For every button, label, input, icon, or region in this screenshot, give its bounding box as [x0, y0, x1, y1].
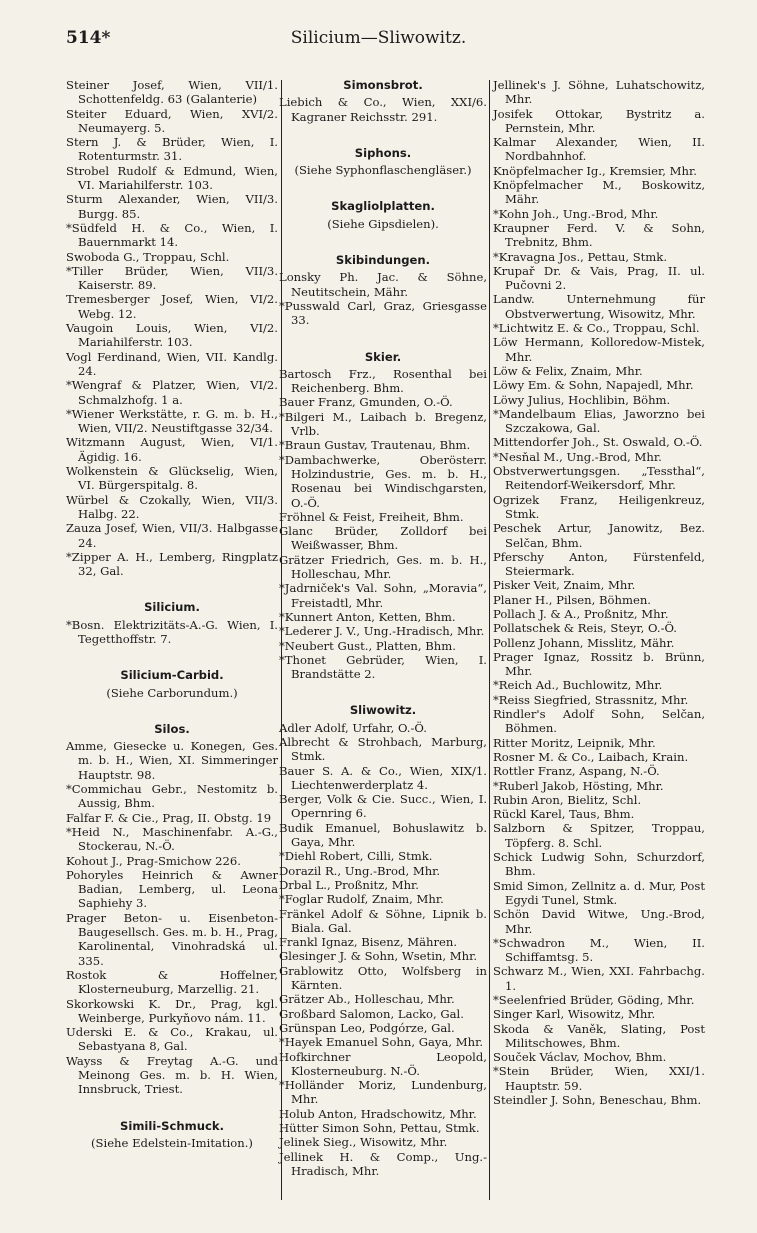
directory-entry: *Kohn Joh., Ung.-Brod, Mhr. [493, 206, 659, 221]
section-heading-simili-schmuck: Simili-Schmuck. [120, 1118, 224, 1133]
directory-entry: *Nesňal M., Ung.-Brod, Mhr. [493, 449, 662, 464]
directory-entry: Smid Simon, Zellnitz a. d. Mur, Post Egydi Tunel, Stmk. [493, 878, 705, 907]
directory-entry: Steiter Eduard, Wien, XVI/2. Neumayerg. 5. [66, 106, 278, 135]
directory-entry: Wayss & Freytag A.-G. und Meinong Ges. m. b. H. Wien, Innsbruck, Triest. [66, 1053, 278, 1097]
directory-entry: Albrecht & Strohbach, Marburg, Stmk. [279, 734, 487, 764]
column-1 [66, 78, 278, 1150]
section-heading-silicium: Silicium. [144, 600, 200, 615]
directory-entry: Mittendorfer Joh., St. Oswald, O.-Ö. [493, 435, 703, 450]
directory-entry: Souček Václav, Mochov, Bhm. [493, 1050, 667, 1065]
directory-entry: Löwy Em. & Sohn, Napajedl, Mhr. [493, 378, 694, 393]
directory-entry: *Thonet Gebrüder, Wien, I. Brandstätte 2. [279, 652, 487, 682]
directory-entry: *Braun Gustav, Trautenau, Bhm. [279, 438, 471, 453]
directory-entry: Jellinek H. & Comp., Ung.-Hradisch, Mhr. [279, 1149, 487, 1178]
entry-list [279, 721, 487, 1179]
directory-entry: *Diehl Robert, Cilli, Stmk. [279, 849, 433, 864]
directory-entry: Pisker Veit, Znaim, Mhr. [493, 578, 636, 593]
directory-entry: Pollatschek & Reis, Steyr, O.-Ö. [493, 621, 677, 636]
directory-entry: Wolkenstein & Glückselig, Wien, VI. Bürgerspitalg. 8. [66, 464, 278, 493]
entry-list [279, 95, 487, 124]
page-number: 514* [66, 28, 111, 48]
directory-entry: Krupař Dr. & Vais, Prag, II. ul. Pučovni 2. [493, 263, 705, 293]
section-heading-silicium-carbid: Silicium-Carbid. [120, 668, 224, 683]
directory-entry: *Dambachwerke, Oberösterr. Holzindustrie, Ges. m. b. H., Rosenau bei Windischgarsten, O.-Ö. [279, 452, 487, 510]
directory-entry: *Reich Ad., Buchlowitz, Mhr. [493, 678, 663, 693]
directory-entry: Grätzer Ab., Holleschau, Mhr. [279, 992, 455, 1007]
directory-entry: Hütter Simon Sohn, Pettau, Stmk. [279, 1121, 480, 1135]
directory-entry: Witzmann August, Wien, VI/1. Ägidig. 16. [66, 435, 278, 464]
directory-entry: Stern J. & Brüder, Wien, I. Rotenturmstr. 31. [66, 135, 278, 164]
directory-entry: Budik Emanuel, Bohuslawitz b. Gaya, Mhr. [279, 820, 487, 850]
directory-entry: *Lederer J. V., Ung.-Hradisch, Mhr. [279, 624, 485, 639]
directory-entry: Landw. Unternehmung für Obstverwertung, Wisowitz, Mhr. [493, 292, 705, 321]
directory-entry: Pollach J. & A., Proßnitz, Mhr. [493, 606, 669, 621]
directory-entry: Pollenz Johann, Misslitz, Mähr. [493, 635, 675, 650]
directory-entry: Falfar F. & Cie., Prag, II. Obstg. 19 [66, 810, 272, 825]
page-header [0, 28, 757, 56]
directory-entry: Rindler's Adolf Sohn, Selčan, Böhmen. [493, 707, 705, 736]
directory-entry: *Ruberl Jakob, Hösting, Mhr. [493, 778, 664, 793]
entry-list [493, 78, 705, 1107]
directory-entry: Pferschy Anton, Fürstenfeld, Steiermark. [493, 549, 705, 579]
section-heading-skibindungen: Skibindungen. [335, 253, 431, 268]
directory-entry: Glesinger J. & Sohn, Wsetin, Mhr. [279, 949, 478, 964]
directory-entry: Adler Adolf, Urfahr, O.-Ö. [279, 720, 427, 735]
directory-entry: Knöpfelmacher Ig., Kremsier, Mhr. [493, 163, 697, 178]
directory-entry: Jellinek's J. Söhne, Luhatschowitz, Mhr. [493, 78, 705, 107]
directory-entry: Jelinek Sieg., Wisowitz, Mhr. [279, 1135, 448, 1150]
directory-entry: *Mandelbaum Elias, Jaworzno bei Szczakowa, Gal. [493, 406, 705, 436]
directory-entry: *Wiener Werkstätte, r. G. m. b. H., Wien, VII/2. Neustiftgasse 32/34. [66, 406, 278, 436]
directory-entry: Fröhnel & Feist, Freiheit, Bhm. [279, 509, 464, 524]
directory-entry: Berger, Volk & Cie. Succ., Wien, I. Opernring 6. [279, 792, 487, 821]
directory-entry: *Jadrniček's Val. Sohn, „Moravia“, Freistadtl, Mhr. [279, 581, 487, 610]
cross-reference: (Siehe Syphonflaschengläser.) [294, 163, 472, 178]
directory-entry: Sturm Alexander, Wien, VII/3. Burgg. 85. [66, 192, 278, 221]
directory-entry: *Heid N., Maschinenfabr. A.-G., Stockerau, N.-Ö. [66, 824, 278, 854]
cross-reference: (Siehe Edelstein-Imitation.) [91, 1135, 253, 1150]
directory-entry: Lonsky Ph. Jac. & Söhne, Neutitschein, Mähr. [279, 270, 487, 299]
directory-entry: Rubin Aron, Bielitz, Schl. [493, 792, 642, 807]
directory-entry: Löw Hermann, Kolloredow-Mistek, Mhr. [493, 335, 705, 364]
directory-entry: Grätzer Friedrich, Ges. m. b. H., Holleschau, Mhr. [279, 552, 487, 582]
directory-entry: Obstverwertungsgen. „Tessthal“, Reitendorf-Weikersdorf, Mhr. [493, 464, 705, 493]
directory-entry: Bauer Franz, Gmunden, O.-Ö. [279, 395, 453, 410]
directory-entry: *Holländer Moriz, Lundenburg, Mhr. [279, 1078, 487, 1107]
directory-entry: Salzborn & Spitzer, Troppau, Töpferg. 8. Schl. [493, 821, 705, 850]
directory-entry: Pohoryles Heinrich & Awner Badian, Lemberg, ul. Leona Saphiehy 3. [66, 867, 278, 911]
directory-entry: *Neubert Gust., Platten, Bhm. [279, 638, 456, 653]
directory-entry: *Lichtwitz E. & Co., Troppau, Schl. [493, 321, 700, 336]
column-3 [493, 78, 705, 1107]
column-divider-right [489, 80, 490, 1200]
section-heading-silos: Silos. [154, 721, 190, 736]
directory-entry: Rosner M. & Co., Laibach, Krain. [493, 749, 689, 764]
directory-entry: Grünspan Leo, Podgórze, Gal. [279, 1020, 455, 1035]
directory-entry: *Hayek Emanuel Sohn, Gaya, Mhr. [279, 1035, 484, 1050]
directory-entry: Skorkowski K. Dr., Prag, kgl. Weinberge, Purkyňovo nám. 11. [66, 996, 278, 1025]
directory-entry: Prager Beton- u. Eisenbeton-Baugesellsch. Ges. m. b. H., Prag, Karolinental, Vinohradská ul. 335. [66, 910, 278, 968]
directory-entry: Schwarz M., Wien, XXI. Fahrbachg. 1. [493, 964, 705, 993]
directory-entry: Singer Karl, Wisowitz, Mhr. [493, 1007, 656, 1022]
directory-entry: Uderski E. & Co., Krakau, ul. Sebastyana 8, Gal. [66, 1025, 278, 1054]
directory-entry: Kalmar Alexander, Wien, II. Nordbahnhof. [493, 135, 705, 164]
directory-entry: Ritter Moritz, Leipnik, Mhr. [493, 735, 656, 750]
directory-entry: Kohout J., Prag-Smichow 226. [66, 853, 241, 868]
directory-entry: Swoboda G., Troppau, Schl. [66, 249, 230, 264]
directory-entry: Peschek Artur, Janowitz, Bez. Selčan, Bhm. [493, 521, 705, 550]
section-heading-simonsbrot: Simonsbrot. [343, 78, 423, 92]
directory-entry: Bartosch Frz., Rosenthal bei Reichenberg. Bhm. [279, 366, 487, 396]
directory-entry: *Südfeld H. & Co., Wien, I. Bauernmarkt 14. [66, 220, 278, 250]
directory-entry: Löwy Julius, Hochlibin, Böhm. [493, 392, 671, 407]
directory-entry: *Reiss Siegfried, Strassnitz, Mhr. [493, 692, 689, 707]
directory-entry: *Zipper A. H., Lemberg, Ringplatz 32, Gal. [66, 549, 278, 579]
section-heading-skier: Skier. [364, 349, 402, 364]
entry-list [279, 270, 487, 327]
directory-entry: Liebich & Co., Wien, XXI/6. Kagraner Reichsstr. 291. [279, 95, 487, 124]
directory-entry: Steindler J. Sohn, Beneschau, Bhm. [493, 1093, 702, 1108]
directory-entry: Ogrizek Franz, Heiligenkreuz, Stmk. [493, 492, 705, 521]
cross-reference: (Siehe Carborundum.) [106, 685, 238, 700]
entry-list [66, 739, 278, 1096]
directory-entry: Steiner Josef, Wien, VII/1. Schottenfeldg. 63 (Galanterie) [66, 78, 278, 107]
directory-entry: Skoda & Vaněk, Slating, Post Militschowes, Bhm. [493, 1021, 705, 1050]
directory-entry: *Kunnert Anton, Ketten, Bhm. [279, 609, 456, 624]
directory-entry: *Bilgeri M., Laibach b. Bregenz, Vrlb. [279, 409, 487, 439]
directory-entry: Schick Ludwig Sohn, Schurzdorf, Bhm. [493, 850, 705, 879]
directory-entry: Dorazil R., Ung.-Brod, Mhr. [279, 863, 441, 878]
running-title: Silicium—Sliwowitz. [290, 28, 467, 48]
directory-entry: *Stein Brüder, Wien, XXI/1. Hauptstr. 59. [493, 1064, 705, 1093]
directory-entry: *Commichau Gebr., Nestomitz b. Aussig, Bhm. [66, 782, 278, 811]
directory-entry: Vaugoin Louis, Wien, VI/2. Mariahilferstr. 103. [66, 321, 278, 350]
directory-entry: Zauza Josef, Wien, VII/3. Halbgasse 24. [66, 521, 278, 550]
directory-entry: Kraupner Ferd. V. & Sohn, Trebnitz, Bhm. [493, 220, 705, 250]
section-heading-siphons: Siphons. [354, 145, 412, 160]
directory-entry: Strobel Rudolf & Edmund, Wien, VI. Mariahilferstr. 103. [66, 163, 278, 193]
directory-entry: *Wengraf & Platzer, Wien, VI/2. Schmalzhofg. 1 a. [66, 378, 278, 407]
directory-entry: Amme, Giesecke u. Konegen, Ges. m. b. H., Wien, XI. Simmeringer Hauptstr. 98. [66, 739, 278, 782]
directory-entry: Bauer S. A. & Co., Wien, XIX/1. Liechtenwerderplatz 4. [279, 763, 487, 792]
directory-entry: Frankl Ignaz, Bisenz, Mähren. [279, 935, 458, 950]
directory-entry: Löw & Felix, Znaim, Mhr. [493, 363, 643, 378]
directory-entry: Hofkirchner Leopold, Klosterneuburg. N.-Ö. [279, 1049, 487, 1078]
cross-reference: (Siehe Gipsdielen). [327, 216, 439, 231]
directory-entry: Würbel & Czokally, Wien, VII/3. Halbg. 22. [66, 492, 278, 521]
directory-entry: Prager Ignaz, Rossitz b. Brünn, Mhr. [493, 649, 705, 679]
directory-entry: Rottler Franz, Aspang, N.-Ö. [493, 764, 660, 779]
directory-entry: *Bosn. Elektrizitäts-A.-G. Wien, I. Tegetthoffstr. 7. [66, 617, 278, 646]
directory-entry: *Schwadron M., Wien, II. Schiffamtsg. 5. [493, 935, 705, 965]
directory-entry: Tremesberger Josef, Wien, VI/2. Webg. 12. [66, 292, 278, 321]
entry-list [66, 618, 278, 647]
directory-entry: Holub Anton, Hradschowitz, Mhr. [279, 1106, 477, 1121]
directory-entry: Glanc Brüder, Zolldorf bei Weißwasser, Bhm. [279, 524, 487, 553]
directory-entry: *Kravagna Jos., Pettau, Stmk. [493, 249, 668, 264]
directory-entry: Schön David Witwe, Ung.-Brod, Mhr. [493, 907, 705, 936]
entry-list [66, 78, 278, 578]
directory-entry: Vogl Ferdinand, Wien, VII. Kandlg. 24. [66, 349, 278, 378]
directory-entry: Rostok & Hoffelner, Klosterneuburg, Marzellig. 21. [66, 967, 278, 997]
entry-list [279, 367, 487, 682]
directory-entry: Fränkel Adolf & Söhne, Lipnik b. Biala. Gal. [279, 906, 487, 935]
column-2 [279, 78, 487, 1178]
directory-entry: Großbard Salomon, Lacko, Gal. [279, 1006, 464, 1021]
section-heading-skagliolplatten: Skagliolplatten. [331, 199, 435, 214]
section-heading-sliwowitz: Sliwowitz. [349, 703, 417, 718]
directory-entry: Grablowitz Otto, Wolfsberg in Kärnten. [279, 963, 487, 993]
directory-entry: Josifek Ottokar, Bystritz a. Pernstein, Mhr. [493, 106, 705, 135]
directory-entry: *Seelenfried Brüder, Göding, Mhr. [493, 993, 695, 1007]
directory-entry: Knöpfelmacher M., Boskowitz, Mähr. [493, 178, 705, 207]
directory-entry: *Pusswald Carl, Graz, Griesgasse 33. [279, 298, 487, 328]
directory-entry: *Foglar Rudolf, Znaim, Mhr. [279, 892, 444, 907]
directory-entry: Drbal L., Proßnitz, Mhr. [279, 877, 419, 892]
directory-entry: Planer H., Pilsen, Böhmen. [493, 592, 651, 607]
directory-entry: *Tiller Brüder, Wien, VII/3. Kaiserstr. 89. [66, 263, 278, 293]
directory-entry: Rückl Karel, Taus, Bhm. [493, 807, 635, 822]
